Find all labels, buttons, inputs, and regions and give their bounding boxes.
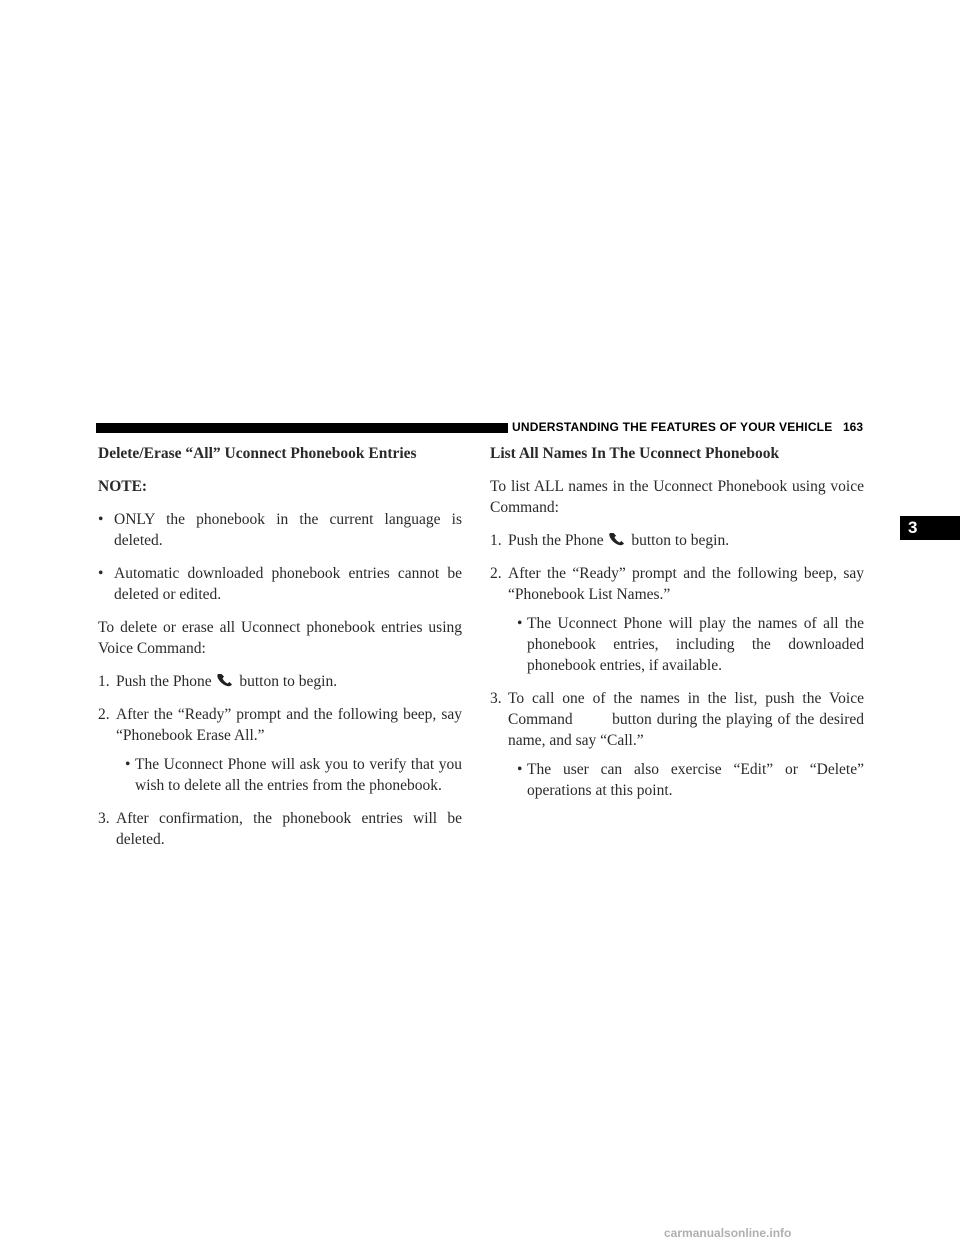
intro-text: To list ALL names in the Uconnect Phonebook using voice Command: — [490, 478, 864, 516]
list-item: • Automatic downloaded phonebook entries cannot be deleted or edited. — [98, 565, 462, 603]
section-heading: List All Names In The Uconnect Phonebook — [490, 445, 780, 462]
watermark: carmanualsonline.info — [664, 1226, 792, 1240]
bullet-icon: • — [517, 761, 523, 778]
step-3: 3. To call one of the names in the list, push the Voice Command button during the playing of the desired name, and say “Call.” — [490, 690, 868, 749]
note-label: NOTE: — [98, 478, 148, 495]
right-column — [490, 443, 868, 813]
step-2: 2. After the “Ready” prompt and the following beep, say “Phonebook Erase All.” — [98, 706, 462, 744]
step-1: 1. Push the Phone button to begin. — [98, 673, 338, 690]
list-item: • The Uconnect Phone will ask you to verify that you wish to delete all the entries from the phonebook. — [125, 756, 462, 794]
list-item: • ONLY the phonebook in the current language is deleted. — [98, 511, 462, 549]
bullet-icon: • — [98, 511, 104, 528]
header-bar — [96, 423, 508, 433]
intro-text: To delete or erase all Uconnect phonebook entries using Voice Command: — [98, 619, 462, 657]
bullet-icon: • — [125, 756, 131, 773]
bullet-icon: • — [98, 565, 104, 582]
chapter-tab: 3 — [900, 516, 960, 540]
phone-icon — [216, 673, 234, 687]
list-item: • The Uconnect Phone will play the names of all the phonebook entries, including the downloaded phonebook entries, if available. — [517, 615, 864, 674]
left-column — [98, 443, 462, 862]
running-header: UNDERSTANDING THE FEATURES OF YOUR VEHICLE — [512, 420, 833, 434]
phone-icon — [608, 532, 626, 546]
step-1: 1. Push the Phone button to begin. — [490, 532, 730, 549]
list-item: • The user can also exercise “Edit” or “Delete” operations at this point. — [517, 761, 864, 799]
section-heading: Delete/Erase “All” Uconnect Phonebook Entries — [98, 445, 417, 462]
step-2: 2. After the “Ready” prompt and the following beep, say “Phonebook List Names.” — [490, 565, 864, 603]
bullet-icon: • — [517, 615, 523, 632]
page-number: 163 — [843, 420, 864, 434]
step-3: 3. After confirmation, the phonebook entries will be deleted. — [98, 810, 462, 848]
